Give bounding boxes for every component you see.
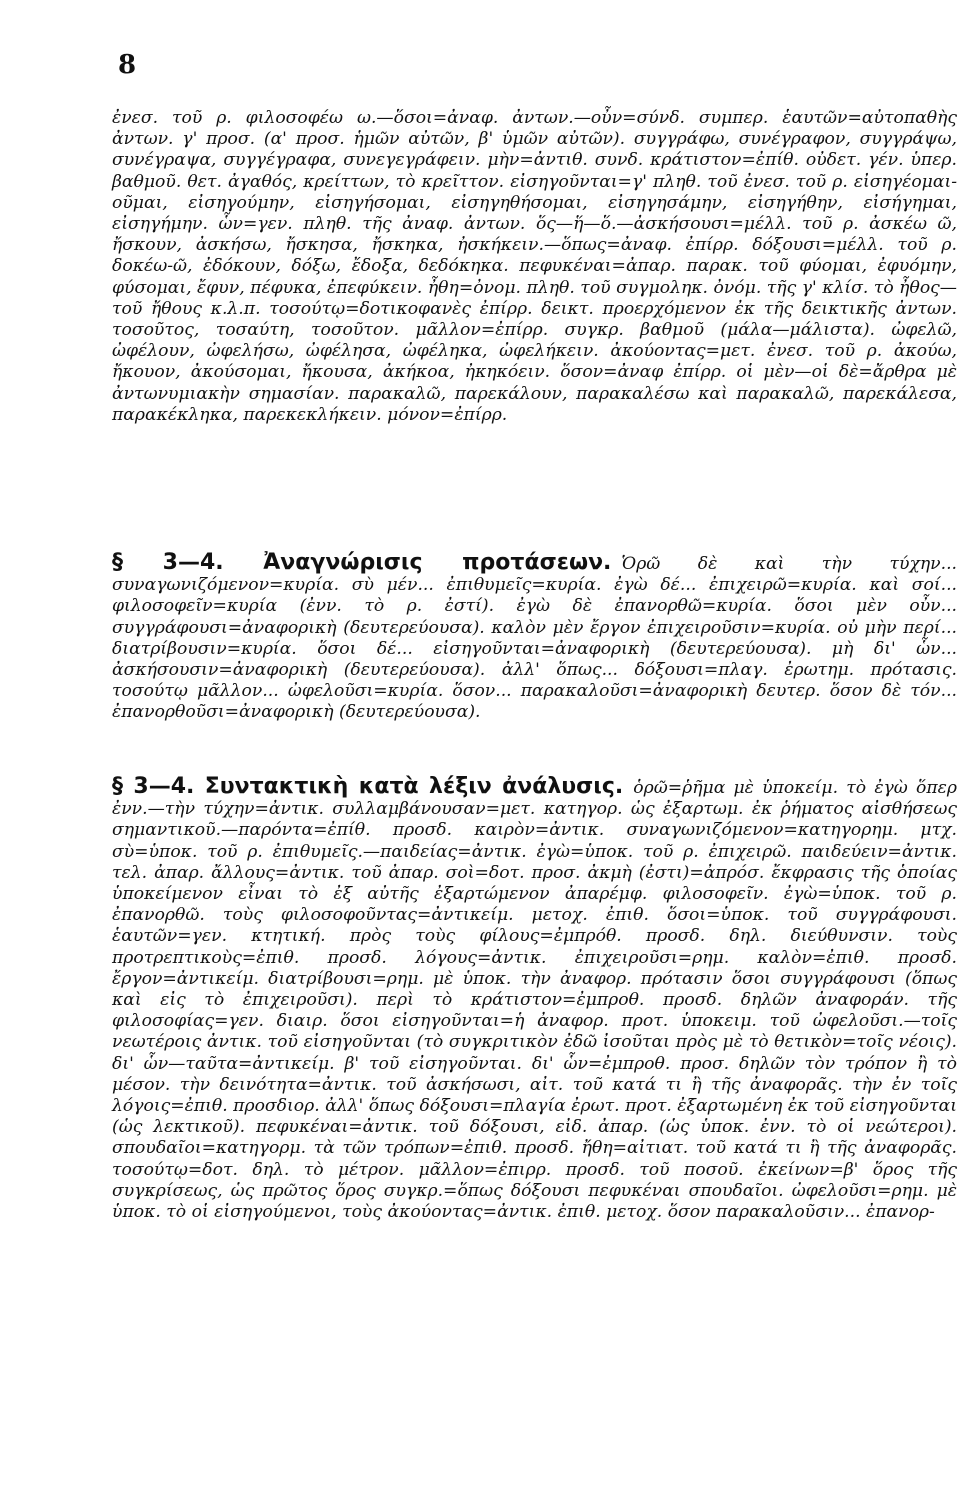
vocabulary-paragraph: ἐνεσ. τοῦ ρ. φιλοσοφέω ω.—ὅσοι=ἀναφ. ἀντων.—οὖν=σύνδ. συμπερ. ἑαυτῶν=αὐτοπαθὴς ἀντων. γ' προσ. (α' προσ. ἡμῶν αὐτῶν, β' ὑμῶν αὐτῶν). συγγράφω, συνέγραφον, συγγράψω, συνέγραψα, συγγέγραφα, συνεγεγράφειν. μὴν=ἀντιθ. συνδ. κράτιστον=ἐπίθ. οὐδετ. γέν. ὑπερ. βαθμοῦ. θετ. ἀγαθός, κρείττων, τὸ κρεῖττον. εἰσηγοῦνται=γ' πληθ. τοῦ ἐνεσ. τοῦ ρ. εἰσηγέομαι-οῦμαι, εἰσηγούμην, εἰσηγήσομαι, εἰσηγηθήσομαι, εἰσηγησάμην, εἰσηγήθην, εἰσήγημαι, εἰσηγήμην. ὧν=γεν. πληθ. τῆς ἀναφ. ἀντων. ὅς—ἥ—ὅ.—ἀσκήσουσι=μέλλ. τοῦ ρ. ἀσκέω ῶ, ἤσκουν, ἀσκήσω, ἤσκησα, ἤσκηκα, ἠσκήκειν.—ὅπως=ἀναφ. ἐπίρρ. δόξουσι=μέλλ. τοῦ ρ. δοκέω-ῶ, ἐδόκουν, δόξω, ἔδοξα, δεδόκηκα. πεφυκέναι=ἀπαρ. παρακ. τοῦ φύομαι, ἐφυόμην, φύσομαι, ἔφυν, πέφυκα, ἐπεφύκειν. ἦθη=ὀνομ. πληθ. τοῦ συγμοληκ. ὀνόμ. τῆς γ' κλίσ. τὸ ἦθος—τοῦ ἤθους κ.λ.π. τοσούτῳ=δοτικοφανὲς ἐπίρρ. δεικτ. προερχόμενον ἐκ τῆς δεικτικῆς ἀντων. τοσοῦτος, τοσαύτη, τοσοῦτον. μᾶλλον=ἐπίρρ. συγκρ. βαθμοῦ (μάλα—μάλιστα). ὠφελῶ, ὠφέλουν, ὠφελήσω, ὠφέλησα, ὠφέληκα, ὠφελήκειν. ἀκούοντας=μετ. ἐνεσ. τοῦ ρ. ἀκούω, ἤκουον, ἀκούσομαι, ἤκουσα, ἀκήκοα, ἠκηκόειν. ὅσον=ἀναφ ἐπίρρ. οἱ μὲν—οἱ δὲ=ἄρθρα μὲ ἀντωνυμιακὴν σημασίαν. παρακαλῶ, παρεκάλουν, παρακαλέσω καὶ παρακαλῶ, παρεκάλεσα, παρακέκληκα, παρεκεκλήκειν. μόνον=ἐπίρρ. [112, 108, 957, 425]
section-syntactic-analysis [112, 776, 957, 1223]
section-text: ὁρῶ=ῥῆμα μὲ ὑποκείμ. τὸ ἐγὼ ὅπερ ἐνν.—τὴν τύχην=ἀντικ. συλλαμβάνουσαν=μετ. κατηγορ. ὡς ἐξαρτωμ. ἐκ ῥήματος αἰσθήσεως σημαντικοῦ.—παρόντα=ἐπίθ. προσδ. καιρὸν=ἀντικ. συναγωνιζόμενον=κατηγορημ. μτχ. σὺ=ὑποκ. τοῦ ρ. ἐπιθυμεῖς.—παιδείας=ἀντικ. ἐγὼ=ὑποκ. τοῦ ρ. ἐπιχειρῶ. παιδεύειν=ἀντικ. τελ. ἀπαρ. ἄλλους=ἀντικ. τοῦ ἀπαρ. σοὶ=δοτ. προσ. ἀκμὴ (ἐστι)=ἀπρόσ. ἔκφρασις τῆς ὁποίας ὑποκείμενον εἶναι τὸ ἐξ αὐτῆς ἐξαρτώμενον ἀπαρέμφ. φιλοσοφεῖν. ἐγὼ=ὑποκ. τοῦ ρ. ἐπανορθῶ. τοὺς φιλοσοφοῦντας=ἀντικείμ. μετοχ. ἐπιθ. ὅσοι=ὑποκ. τοῦ συγγράφουσι. ἑαυτῶν=γεν. κτητική. πρὸς τοὺς φίλους=ἐμπρόθ. προσδ. δηλ. διεύθυνσιν. τοὺς προτρεπτικοὺς=ἐπιθ. προσδ. λόγους=ἀντικ. ἐπιχειροῦσι=ρημ. καλὸν=ἐπιθ. προσδ. ἔργον=ἀντικείμ. διατρίβουσι=ρημ. μὲ ὑποκ. τὴν ἀναφορ. πρότασιν ὅσοι συγγράφουσι (ὅπως καὶ εἰς τὸ ἐπιχειροῦσι). περὶ τὸ κράτιστον=ἐμπροθ. προσδ. δηλῶν ἀναφοράν. τῆς φιλοσοφίας=γεν. διαιρ. ὅσοι εἰσηγοῦνται=ἡ ἀναφορ. προτ. ὑποκειμ. τοῦ ὠφελοῦσι.—τοῖς νεωτέροις ἀντικ. τοῦ εἰσηγοῦνται (τὸ συγκριτικὸν ἐδῶ ἰσοῦται πρὸς μὲ τὸ θετικὸν=τοῖς νέοις). δι' ὧν—ταῦτα=ἀντικείμ. β' τοῦ εἰσηγοῦνται. δι' ὧν=ἐμπροθ. προσ. δηλῶν τὸν τρόπον ἢ τὸ μέσον. τὴν δεινότητα=ἀντικ. τοῦ ἀσκήσωσι, αἰτ. τοῦ κατά τι ἢ τῆς ἀναφορᾶς. τὴν ἐν τοῖς λόγοις=ἐπιθ. προσδιορ. ἀλλ' ὅπως δόξουσι=πλαγία ἐρωτ. προτ. ἐξαρτωμένη ἐκ τοῦ εἰσηγοῦνται (ὡς λεκτικοῦ). πεφυκέναι=ἀντικ. τοῦ δόξουσι, εἰδ. ἀπαρ. (ὡς ὑποκ. ἐνν. τὸ οἱ νεώτεροι). σπουδαῖοι=κατηγορμ. τὰ τῶν τρόπων=ἐπιθ. προσδ. ἤθη=αἰτιατ. τοῦ κατά τι ἢ τῆς ἀναφορᾶς. τοσούτῳ=δοτ. δηλ. τὸ μέτρον. μᾶλλον=ἐπιρρ. προσδ. τοῦ ποσοῦ. ἐκείνων=β' ὅρος τῆς συγκρίσεως, ὡς πρῶτος ὅρος συγκρ.=ὅπως δόξουσι πεφυκέναι σπουδαῖοι. ὠφελοῦσι=ρημ. μὲ ὑποκ. τὸ οἱ εἰσηγούμενοι, τοὺς ἀκούοντας=ἀντικ. ἐπιθ. μετοχ. ὅσον παρακαλοῦσιν... ἐπανορ- [112, 778, 958, 1223]
vocabulary-notes [112, 108, 957, 426]
section-paragraph [112, 776, 957, 1223]
section-text: Ὁρῶ δὲ καὶ τὴν τύχην... συναγωνιζόμενον=κυρία. σὺ μέν... ἐπιθυμεῖς=κυρία. ἐγὼ δέ... ἐπιχειρῶ=κυρία. καὶ σοί... φιλοσοφεῖν=κυρία (ἐνν. τὸ ρ. ἐστί). ἐγὼ δὲ ἐπανορθῶ=κυρία. ὅσοι μὲν οὖν... συγγράφουσι=ἀναφορικὴ (δευτερεύουσα). καλὸν μὲν ἔργον ἐπιχειροῦσιν=κυρία. οὐ μὴν περί... διατρίβουσιν=κυρία. ὅσοι δέ... εἰσηγοῦνται=ἀναφορικὴ (δευτερεύουσα). μὴ δι' ὧν... ἀσκήσουσιν=ἀναφορικὴ (δευτερεύουσα). ἀλλ' ὅπως... δόξουσι=πλαγ. ἐρωτημ. πρότασις. τοσούτῳ μᾶλλον... ὠφελοῦσι=κυρία. ὅσον... παρακαλοῦσι=ἀναφορικὴ δευτερ. ὅσον δὲ τόν... ἐπανορθοῦσι=ἀναφορικὴ (δευτερεύουσα). [112, 554, 957, 723]
page-number: 8 [118, 50, 137, 80]
section-heading: § 3—4. Συντακτικὴ κατὰ λέξιν ἀνάλυσις. [112, 774, 624, 799]
section-heading: § 3—4. Ἀναγνώρισις προτάσεων. [112, 550, 612, 575]
section-clause-recognition [112, 552, 957, 724]
section-paragraph [112, 552, 957, 724]
